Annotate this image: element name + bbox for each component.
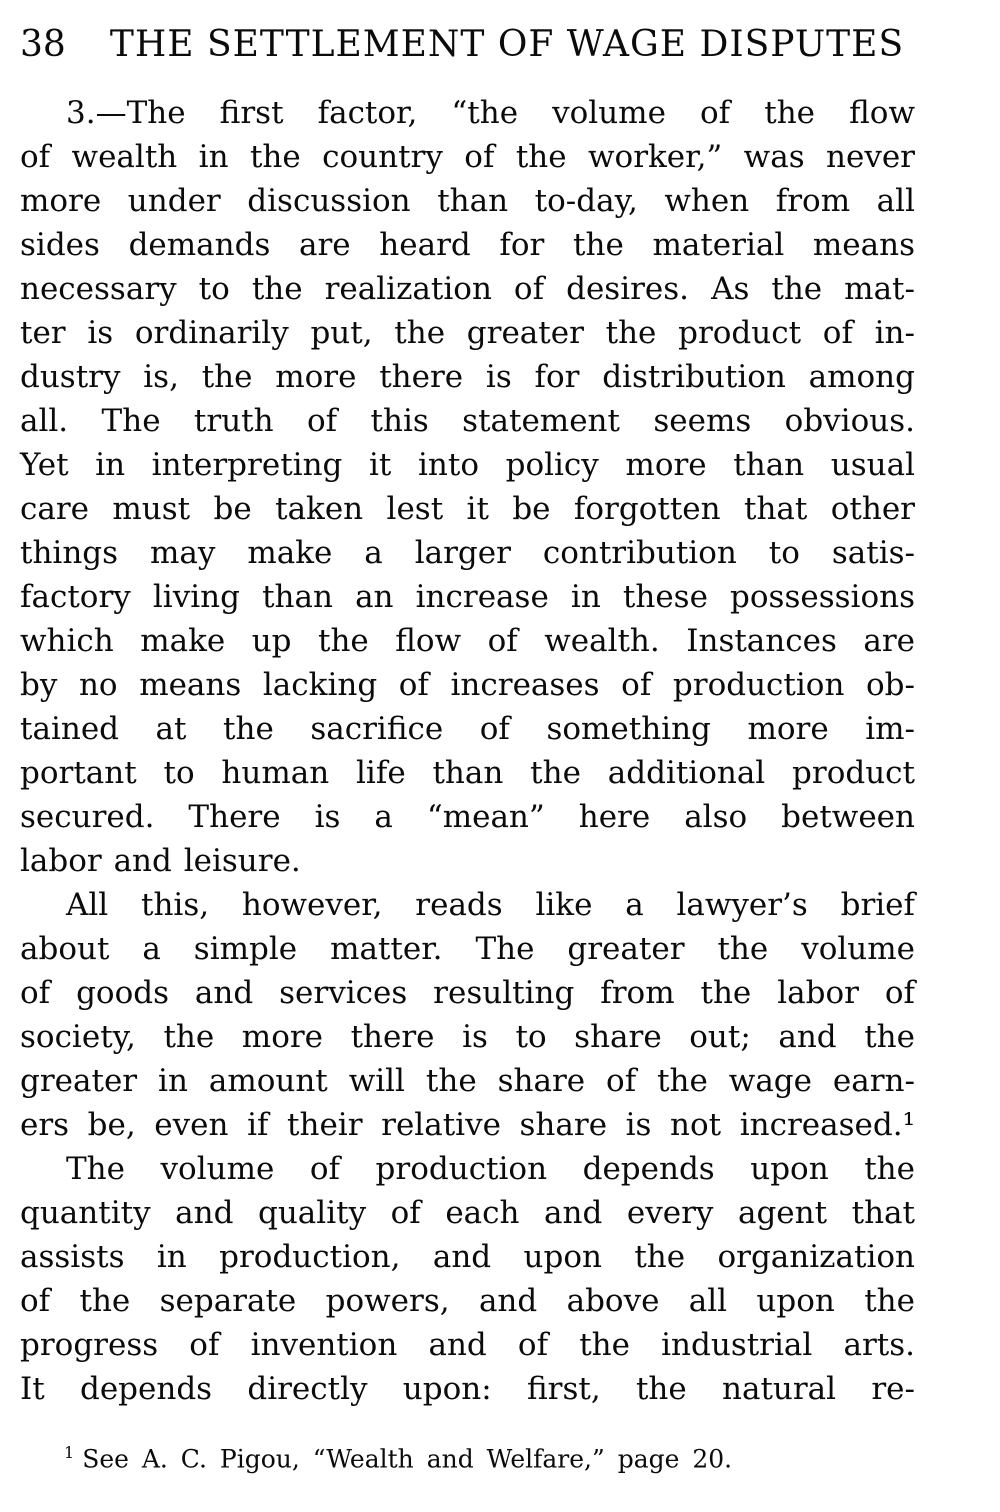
text-line: society, the more there is to share out; and the: [20, 1019, 915, 1055]
paragraph: [20, 883, 915, 1147]
text-line: which make up the flow of wealth. Instances are: [20, 623, 915, 659]
text-line: ter is ordinarily put, the greater the product of in-: [20, 315, 915, 351]
page-number: 38: [20, 24, 66, 65]
text-line: of goods and services resulting from the labor of: [20, 975, 915, 1011]
text-line: all. The truth of this statement seems obvious.: [20, 403, 915, 439]
text-line: progress of invention and of the industrial arts.: [20, 1327, 915, 1363]
text-line: labor and leisure.: [20, 843, 301, 879]
text-line: about a simple matter. The greater the volume: [20, 931, 915, 967]
text-line: factory living than an increase in these possessions: [20, 579, 915, 615]
text-line: greater in amount will the share of the wage earn-: [20, 1063, 915, 1099]
text-line: of wealth in the country of the worker,” was never: [20, 139, 915, 175]
page-header: [20, 24, 915, 66]
text-line: dustry is, the more there is for distribution among: [20, 359, 915, 395]
text-line: portant to human life than the additional product: [20, 755, 915, 791]
body-text: [20, 91, 915, 1411]
text-line: secured. There is a “mean” here also between: [20, 799, 915, 835]
text-line: sides demands are heard for the material means: [20, 227, 915, 263]
text-line: of the separate powers, and above all upon the: [20, 1283, 915, 1319]
text-line: All this, however, reads like a lawyer’s brief: [66, 887, 915, 923]
paragraph: [20, 1147, 915, 1411]
text-line: Yet in interpreting it into policy more than usual: [20, 447, 915, 483]
text-line: more under discussion than to-day, when from all: [20, 183, 915, 219]
footnote: [20, 1437, 915, 1475]
footnote-marker: 1: [64, 1443, 75, 1462]
text-line: by no means lacking of increases of production ob-: [20, 667, 915, 703]
footnote-text: See A. C. Pigou, “Wealth and Welfare,” page 20.: [82, 1444, 733, 1474]
text-line: quantity and quality of each and every agent that: [20, 1195, 915, 1231]
text-line: things may make a larger contribution to satis-: [20, 535, 915, 571]
text-line: assists in production, and upon the organization: [20, 1239, 915, 1275]
text-line: care must be taken lest it be forgotten that other: [20, 491, 915, 527]
text-line: tained at the sacrifice of something more im-: [20, 711, 915, 747]
text-line: necessary to the realization of desires. As the mat-: [20, 271, 915, 307]
paragraph: [20, 91, 915, 883]
text-line: The volume of production depends upon the: [66, 1151, 915, 1187]
text-line: ers be, even if their relative share is not increased.¹: [20, 1107, 915, 1143]
text-line: It depends directly upon: first, the natural re-: [20, 1371, 915, 1407]
text-line: 3.—The first factor, “the volume of the flow: [66, 95, 915, 131]
running-title: THE SETTLEMENT OF WAGE DISPUTES: [109, 24, 905, 65]
